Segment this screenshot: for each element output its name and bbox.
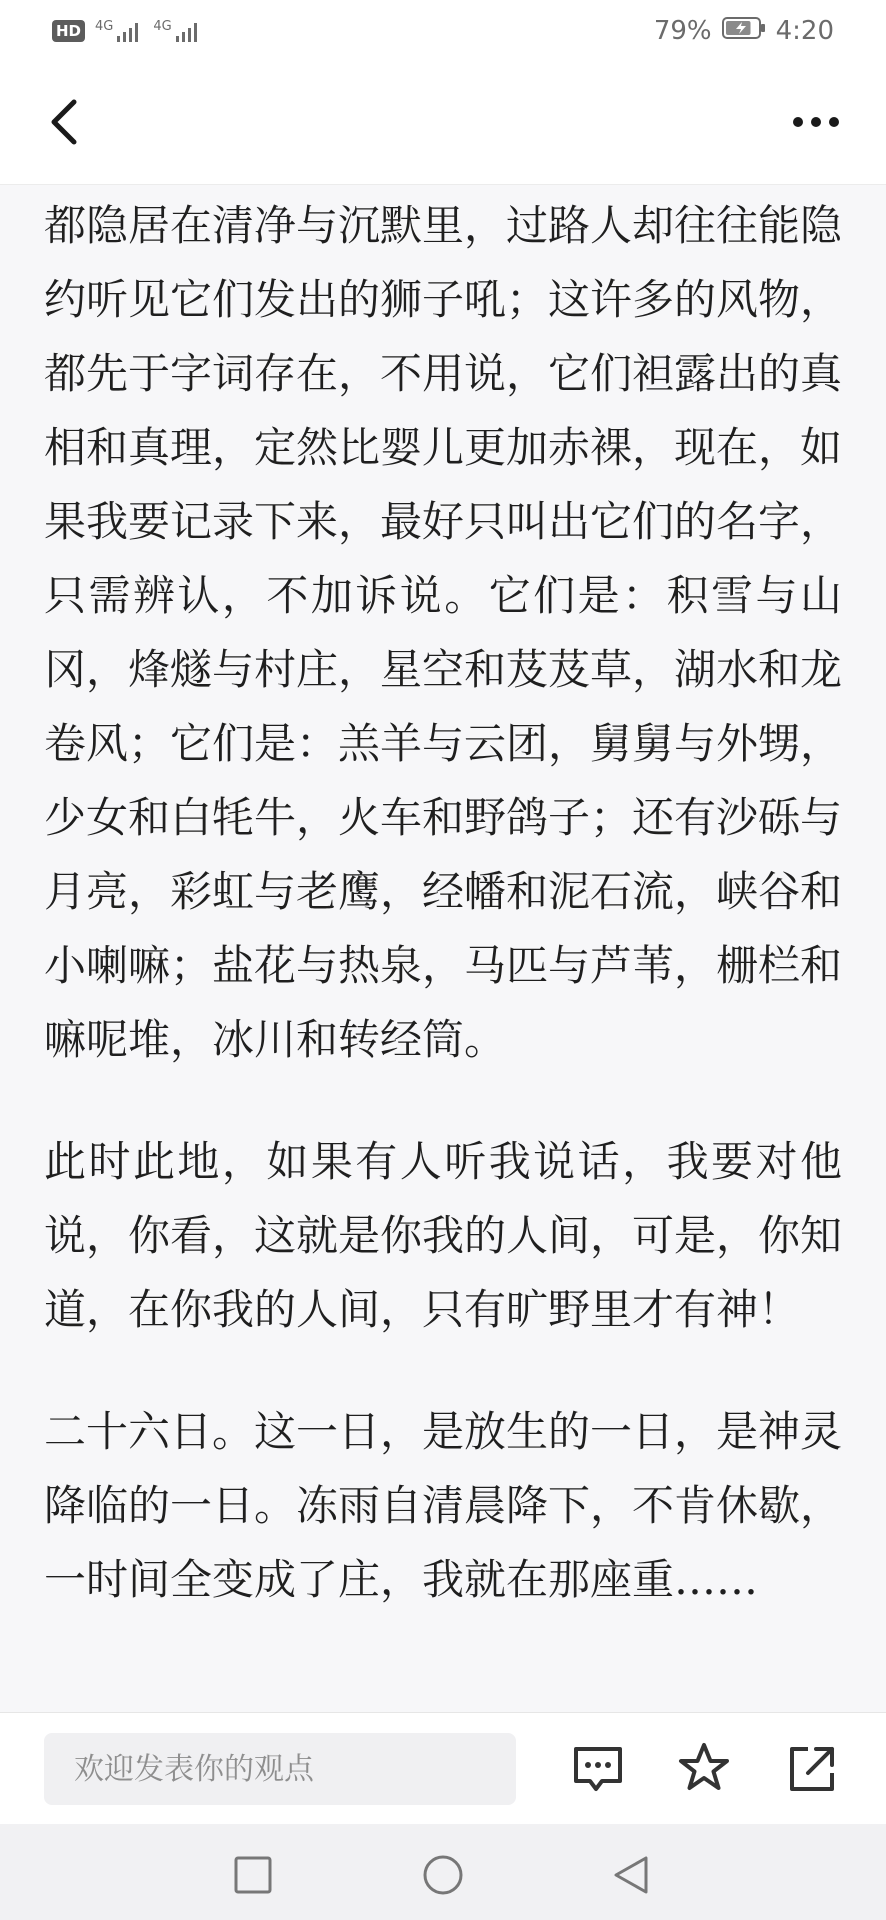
back-triangle-icon [608, 1852, 654, 1898]
network-2-label: 4G [153, 19, 172, 34]
home-icon [420, 1852, 466, 1898]
star-icon [674, 1739, 734, 1799]
battery-percent: 79% [653, 16, 712, 46]
more-dots-icon [786, 102, 846, 142]
home-button[interactable] [420, 1852, 466, 1898]
network-1-label: 4G [95, 19, 114, 34]
system-nav-bar [0, 1824, 886, 1920]
favorite-button[interactable] [674, 1739, 734, 1799]
article-paragraph-1: 都隐居在清净与沉默里，过路人却往往能隐约听见它们发出的狮子吼；这许多的风物，都先于字词存在，不用说，它们袒露出的真相和真理，定然比婴儿更加赤裸，现在，如果我要记录下来，最好只叫出它们的名字，只需辨认，不加诉说。它们是：积雪与山冈，烽燧与村庄，星空和芨芨草，湖水和龙卷风；它们是：羔羊与云团，舅舅与外甥，少女和白牦牛，火车和野鸽子；还有沙砾与月亮，彩虹与老鹰，经幡和泥石流，峡谷和小喇嘛；盐花与热泉，马匹与芦苇，栅栏和嘛呢堆，冰川和转经筒。 [44, 201, 843, 1064]
comment-input[interactable] [44, 1733, 516, 1805]
article-paragraph-2: 此时此地，如果有人听我说话，我要对他说，你看，这就是你我的人间，可是，你知道，在你我的人间，只有旷野里才有神！ [44, 1137, 843, 1334]
battery-icon [722, 16, 766, 47]
comment-button[interactable] [568, 1739, 628, 1799]
bottom-action-bar [0, 1712, 886, 1825]
status-bar [0, 0, 886, 62]
share-button[interactable] [782, 1739, 842, 1799]
network-1-icon [95, 20, 143, 42]
hd-badge: HD [52, 20, 85, 42]
network-2-icon [153, 20, 201, 42]
clock: 4:20 [775, 16, 834, 46]
more-options-button[interactable] [786, 102, 846, 142]
article-content[interactable] [0, 185, 886, 1712]
recent-apps-icon [230, 1852, 276, 1898]
top-app-bar [0, 62, 886, 185]
status-right [654, 16, 834, 47]
back-button[interactable] [42, 92, 92, 152]
recent-apps-button[interactable] [230, 1852, 276, 1898]
status-left [52, 20, 202, 42]
comment-icon [568, 1739, 628, 1799]
share-icon [782, 1739, 842, 1799]
chevron-left-icon [42, 92, 92, 152]
system-back-button[interactable] [608, 1852, 654, 1898]
article-paragraph-3: 二十六日。这一日，是放生的一日，是神灵降临的一日。冻雨自清晨降下，不肯休歇，一时间全变成了庄，我就在那座重…… [44, 1407, 843, 1604]
